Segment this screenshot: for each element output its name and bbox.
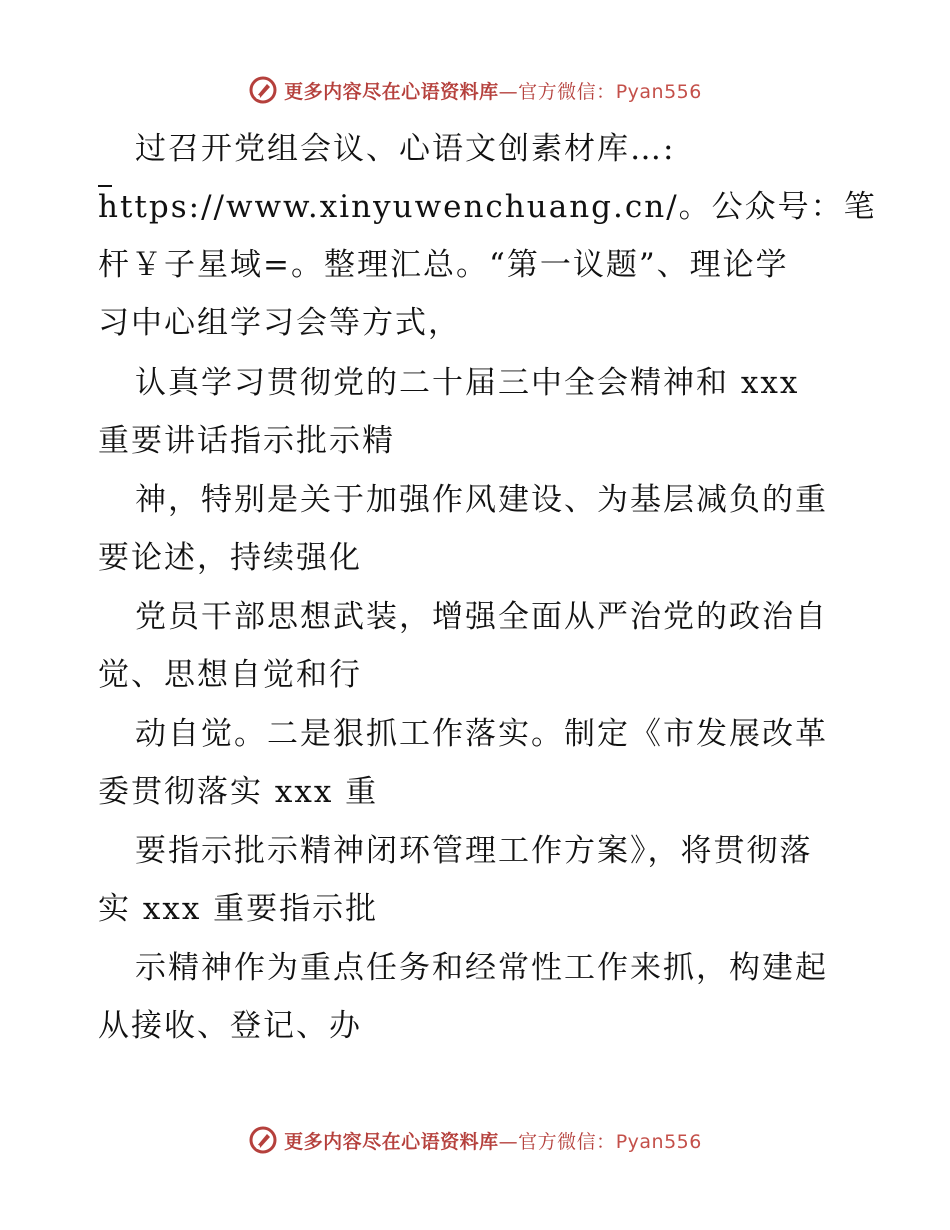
pen-circle-icon [248, 75, 278, 105]
text-line: 党员干部思想武装，增强全面从严治党的政治自 [135, 599, 828, 635]
text-line: 从接收、登记、办 [98, 1008, 362, 1044]
header-watermark [0, 70, 950, 110]
pen-circle-icon [248, 1125, 278, 1155]
text-line: 重要讲话指示批示精 [98, 423, 395, 459]
text-line: 觉、思想自觉和行 [98, 657, 362, 693]
text-line: 要论述，持续强化 [98, 540, 362, 576]
text-line: 认真学习贯彻党的二十届三中全会精神和 xxx [135, 365, 800, 401]
text-line: 要指示批示精神闭环管理工作方案》，将贯彻落 [135, 833, 813, 869]
text-line: 杆￥子星域=。整理汇总。“第一议题”、理论学 [98, 247, 789, 283]
text-line: 过召开党组会议、心语文创素材库…: [135, 131, 676, 167]
text-line: 示精神作为重点任务和经常性工作来抓，构建起 [135, 950, 828, 986]
text-line: 习中心组学习会等方式， [98, 305, 461, 341]
watermark-text: 更多内容尽在心语资料库—官方微信：Pyan556 [284, 80, 702, 103]
text-line: https://www.xinyuwenchuang.cn/。公众号：笔 [98, 189, 877, 225]
text-line: 实 xxx 重要指示批 [98, 891, 379, 927]
footer-watermark [0, 1120, 950, 1160]
text-line: 动自觉。二是狠抓工作落实。制定《市发展改革 [135, 716, 828, 752]
watermark-text: 更多内容尽在心语资料库—官方微信：Pyan556 [284, 1130, 702, 1153]
text-line: 神，特别是关于加强作风建设、为基层减负的重 [135, 482, 828, 518]
text-line: 委贯彻落实 xxx 重 [98, 774, 379, 810]
